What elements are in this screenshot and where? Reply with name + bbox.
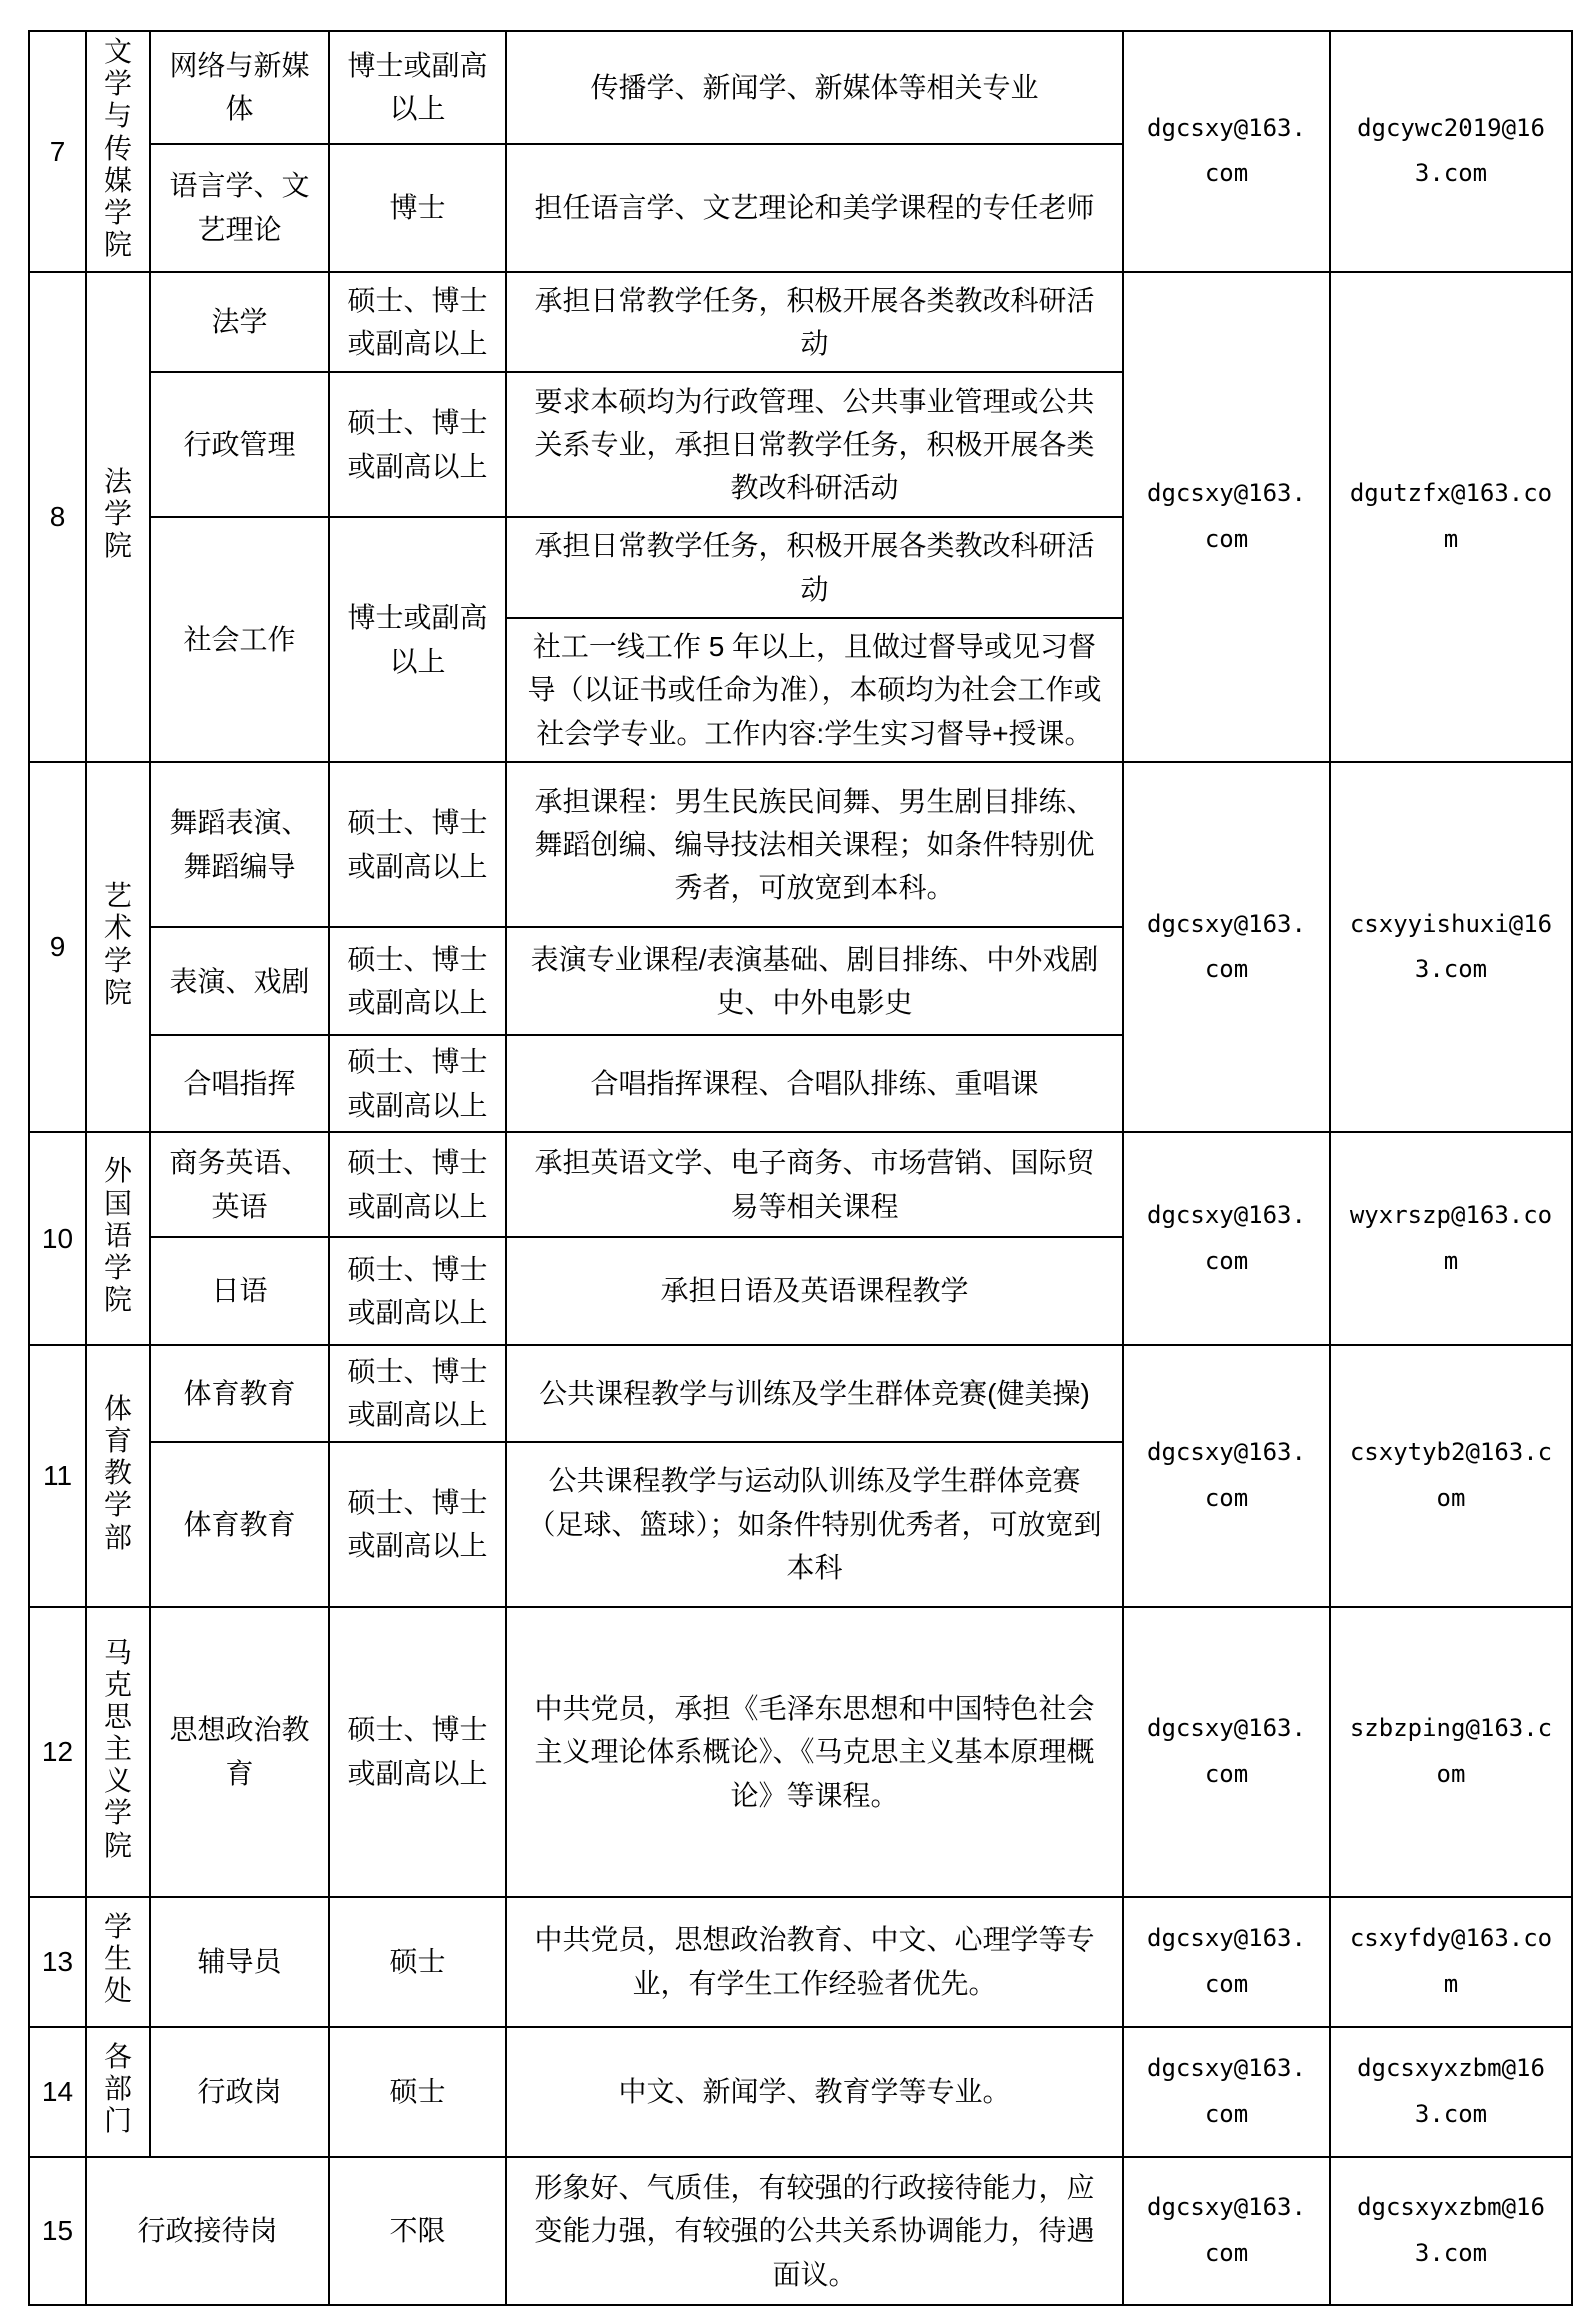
email1-cell: dgcsxy@163.com	[1123, 762, 1330, 1132]
degree-cell: 硕士、博士或副高以上	[329, 1345, 506, 1442]
college-cell	[86, 1897, 150, 2027]
degree-cell: 硕士、博士或副高以上	[329, 762, 506, 927]
description-cell: 承担日常教学任务，积极开展各类教改科研活动	[506, 272, 1123, 373]
position-cell: 网络与新媒体	[150, 31, 329, 144]
description-cell: 承担日语及英语课程教学	[506, 1237, 1123, 1345]
email1-cell: dgcsxy@163.com	[1123, 2027, 1330, 2157]
degree-cell: 不限	[329, 2157, 506, 2305]
college-cell	[86, 1132, 150, 1345]
college-name: 艺术学院	[104, 880, 133, 1008]
email2-cell: dgcsxyxzbm@163.com	[1330, 2027, 1572, 2157]
row-number-cell: 13	[29, 1897, 86, 2027]
description-cell: 传播学、新闻学、新媒体等相关专业	[506, 31, 1123, 144]
degree-cell: 硕士、博士或副高以上	[329, 1237, 506, 1345]
college-name: 外国语学院	[104, 1155, 133, 1316]
description-cell: 中共党员，承担《毛泽东思想和中国特色社会主义理论体系概论》、《马克思主义基本原理概论》等课程。	[506, 1607, 1123, 1897]
college-name: 文学与传媒学院	[104, 36, 133, 261]
position-cell: 日语	[150, 1237, 329, 1345]
college-name: 各部门	[104, 2040, 133, 2137]
college-cell	[86, 1345, 150, 1607]
description-cell: 表演专业课程/表演基础、剧目排练、中外戏剧史、中外电影史	[506, 927, 1123, 1035]
position-cell: 社会工作	[150, 517, 329, 762]
college-name: 学生处	[104, 1910, 133, 2007]
college-cell	[86, 762, 150, 1132]
position-cell: 舞蹈表演、舞蹈编导	[150, 762, 329, 927]
email1-cell: dgcsxy@163.com	[1123, 2157, 1330, 2305]
position-cell: 思想政治教育	[150, 1607, 329, 1897]
degree-cell: 博士或副高以上	[329, 517, 506, 762]
college-cell	[86, 31, 150, 272]
college-cell	[86, 2027, 150, 2157]
description-cell: 承担课程：男生民族民间舞、男生剧目排练、舞蹈创编、编导技法相关课程；如条件特别优秀者，可放宽到本科。	[506, 762, 1123, 927]
email1-cell: dgcsxy@163.com	[1123, 1132, 1330, 1345]
email2-cell: csxytyb2@163.com	[1330, 1345, 1572, 1607]
degree-cell: 硕士、博士或副高以上	[329, 1035, 506, 1132]
position-cell: 辅导员	[150, 1897, 329, 2027]
degree-cell: 博士	[329, 144, 506, 272]
position-cell: 体育教育	[150, 1442, 329, 1607]
position-cell: 行政岗	[150, 2027, 329, 2157]
email1-cell: dgcsxy@163.com	[1123, 1897, 1330, 2027]
email1-cell: dgcsxy@163.com	[1123, 1345, 1330, 1607]
position-cell: 行政接待岗	[86, 2157, 329, 2305]
description-cell: 公共课程教学与训练及学生群体竞赛(健美操)	[506, 1345, 1123, 1442]
position-cell: 行政管理	[150, 372, 329, 517]
position-cell: 体育教育	[150, 1345, 329, 1442]
row-number-cell: 12	[29, 1607, 86, 1897]
description-cell: 担任语言学、文艺理论和美学课程的专任老师	[506, 144, 1123, 272]
recruitment-table	[28, 30, 1573, 2306]
degree-cell: 硕士、博士或副高以上	[329, 272, 506, 373]
description-cell: 形象好、气质佳，有较强的行政接待能力，应变能力强，有较强的公共关系协调能力，待遇面议。	[506, 2157, 1123, 2305]
email2-cell: csxyyishuxi@163.com	[1330, 762, 1572, 1132]
row-number-cell: 9	[29, 762, 86, 1132]
description-cell: 中共党员，思想政治教育、中文、心理学等专业，有学生工作经验者优先。	[506, 1897, 1123, 2027]
degree-cell: 硕士、博士或副高以上	[329, 1607, 506, 1897]
degree-cell: 博士或副高以上	[329, 31, 506, 144]
college-name: 体育教学部	[104, 1392, 133, 1553]
email2-cell: dgcywc2019@163.com	[1330, 31, 1572, 272]
email2-cell: wyxrszp@163.com	[1330, 1132, 1572, 1345]
row-number-cell: 10	[29, 1132, 86, 1345]
email1-cell: dgcsxy@163.com	[1123, 272, 1330, 763]
position-cell: 商务英语、英语	[150, 1132, 329, 1237]
position-cell: 语言学、文艺理论	[150, 144, 329, 272]
email1-cell: dgcsxy@163.com	[1123, 31, 1330, 272]
email1-cell: dgcsxy@163.com	[1123, 1607, 1330, 1897]
college-name: 马克思主义学院	[104, 1636, 133, 1861]
row-number-cell: 15	[29, 2157, 86, 2305]
description-cell: 承担日常教学任务，积极开展各类教改科研活动	[506, 517, 1123, 618]
degree-cell: 硕士、博士或副高以上	[329, 1132, 506, 1237]
row-number-cell: 7	[29, 31, 86, 272]
row-number-cell: 14	[29, 2027, 86, 2157]
degree-cell: 硕士	[329, 2027, 506, 2157]
position-cell: 法学	[150, 272, 329, 373]
row-number-cell: 8	[29, 272, 86, 763]
email2-cell: csxyfdy@163.com	[1330, 1897, 1572, 2027]
description-cell: 中文、新闻学、教育学等专业。	[506, 2027, 1123, 2157]
college-name: 法学院	[104, 466, 133, 562]
description-cell: 承担英语文学、电子商务、市场营销、国际贸易等相关课程	[506, 1132, 1123, 1237]
position-cell: 表演、戏剧	[150, 927, 329, 1035]
description-cell: 要求本硕均为行政管理、公共事业管理或公共关系专业，承担日常教学任务，积极开展各类教改科研活动	[506, 372, 1123, 517]
degree-cell: 硕士、博士或副高以上	[329, 1442, 506, 1607]
description-cell: 公共课程教学与运动队训练及学生群体竞赛（足球、篮球）；如条件特别优秀者，可放宽到本科	[506, 1442, 1123, 1607]
degree-cell: 硕士、博士或副高以上	[329, 372, 506, 517]
position-cell: 合唱指挥	[150, 1035, 329, 1132]
college-cell	[86, 1607, 150, 1897]
email2-cell: dgcsxyxzbm@163.com	[1330, 2157, 1572, 2305]
college-cell	[86, 272, 150, 763]
email2-cell: dgutzfx@163.com	[1330, 272, 1572, 763]
email2-cell: szbzping@163.com	[1330, 1607, 1572, 1897]
description-cell: 社工一线工作 5 年以上，且做过督导或见习督导（以证书或任命为准），本硕均为社会工作或社会学专业。工作内容:学生实习督导+授课。	[506, 618, 1123, 762]
degree-cell: 硕士、博士或副高以上	[329, 927, 506, 1035]
row-number-cell: 11	[29, 1345, 86, 1607]
degree-cell: 硕士	[329, 1897, 506, 2027]
description-cell: 合唱指挥课程、合唱队排练、重唱课	[506, 1035, 1123, 1132]
